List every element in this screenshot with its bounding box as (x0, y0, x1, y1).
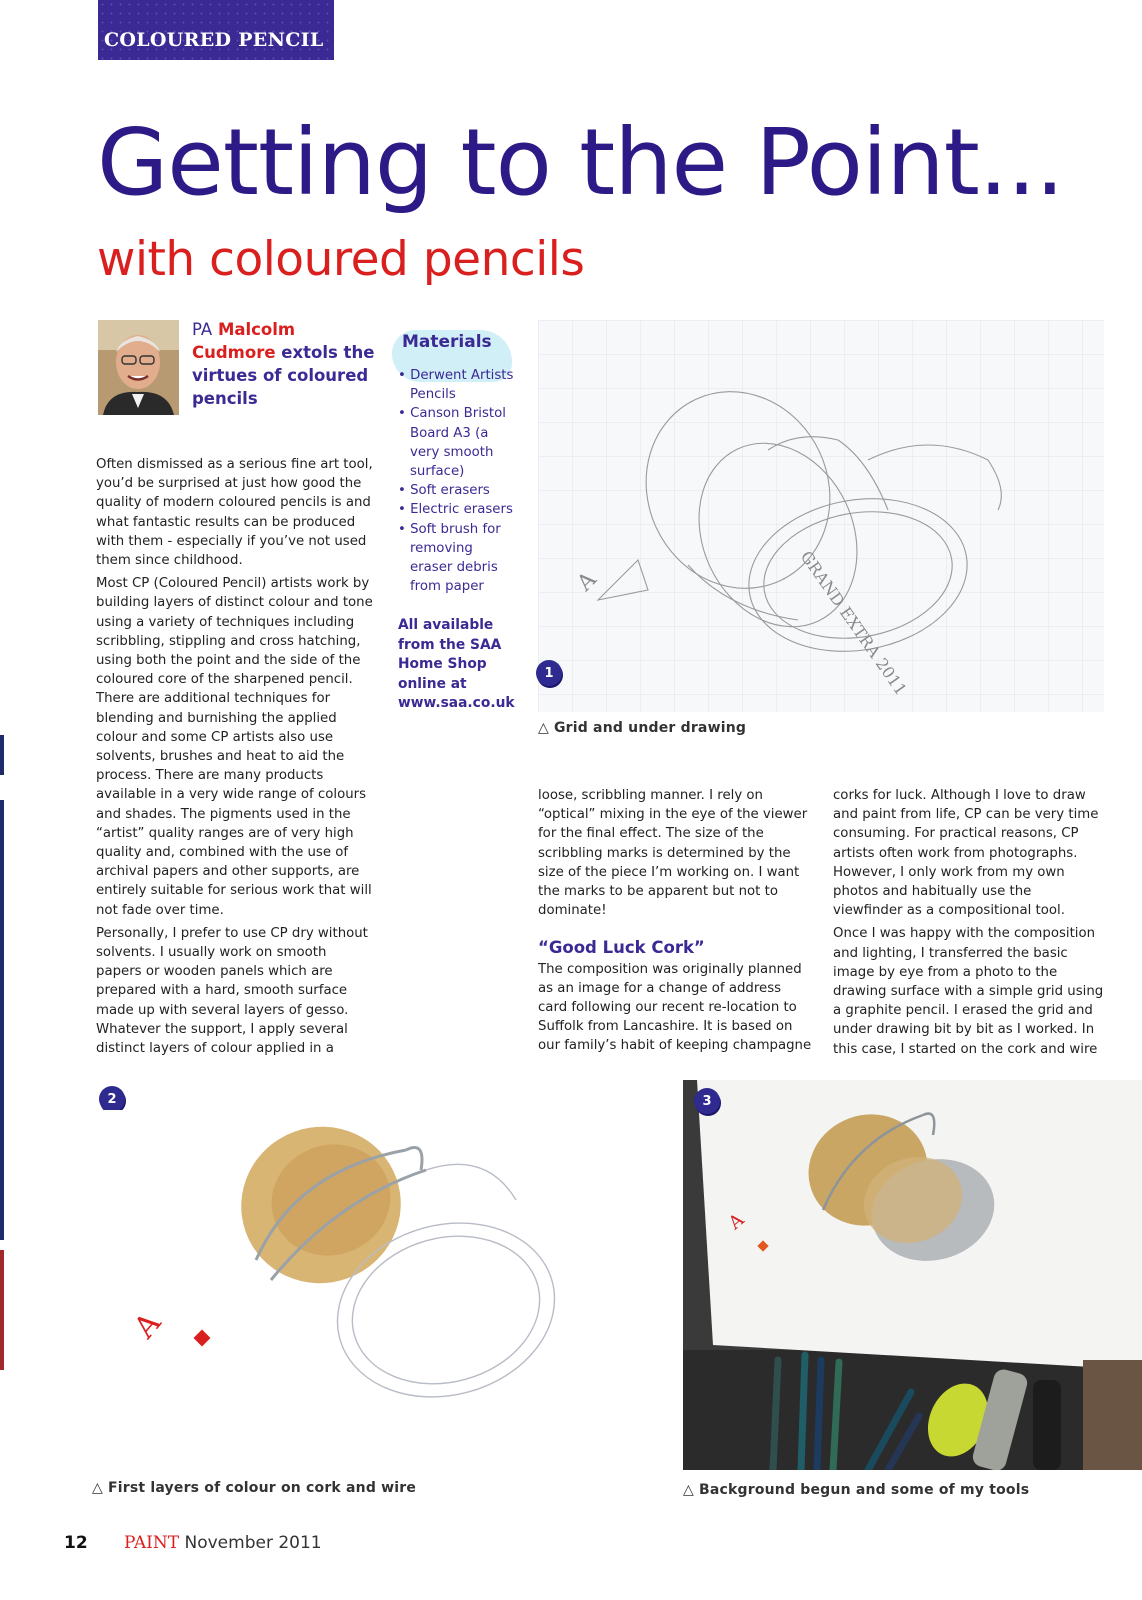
author-photo (98, 320, 179, 415)
byline-tagline: extols the virtues of coloured pencils (192, 343, 375, 408)
figure-3-caption (683, 1482, 1029, 1498)
coin-inscription: GRAND EXTRA 2011 (796, 547, 911, 699)
body-column-2 (538, 786, 814, 1060)
body-column-3 (833, 786, 1105, 1063)
magazine-brand: PAINT (124, 1533, 180, 1553)
figure-1-caption-text: Grid and under drawing (553, 720, 747, 736)
caption-marker: △ (538, 720, 549, 736)
materials-item: • Soft brush for removing eraser debris from paper (398, 520, 518, 597)
page-edge-mark (0, 1250, 4, 1370)
card-letter: A (127, 1306, 169, 1346)
byline-prefix: PA (192, 320, 213, 339)
figure-1-image (538, 320, 1104, 712)
paragraph: Personally, I prefer to use CP dry without solvents. I usually work on smooth papers or wooden panels which are prepared with a hard, smooth surface made up with several layers of gesso. Whatever the support, I apply several distinct layers of colour applied in a (96, 925, 368, 1057)
caption-marker: △ (683, 1482, 694, 1498)
figure-3-caption-text: Background begun and some of my tools (698, 1482, 1030, 1498)
figure-2-badge: 2 (99, 1086, 125, 1112)
paragraph: Often dismissed as a serious fine art tool, you’d be surprised at just how good the quality of modern coloured pencils is and what fantastic results can be produced with them - especially if you’ve not used them since childhood. (96, 457, 373, 569)
materials-item: • Canson Bristol Board A3 (a very smooth surface) (398, 404, 518, 481)
page-edge-mark (0, 735, 4, 775)
paragraph: Most CP (Coloured Pencil) artists work by building layers of distinct colour and tone using a variety of techniques including scribbling, stippling and cross hatching, using both the point and the side of the coloured core of the sharpened pencil. There are additional techniques for blending and burnishing the applied colour and some CP artists also use solvents, brushes and heat to aid the process. There are many products available in a very wide range of colours and shades. The pigments used in the “artist” quality ranges are of very high quality and, combined with the use of archival papers and other supports, are entirely suitable for serious work that will not fade over time. (96, 576, 373, 918)
section-tag (98, 0, 334, 60)
paragraph: corks for luck. Although I love to draw and paint from life, CP can be very time consuming. For practical reasons, CP artists often work from photographs. However, I only work from my own photos and habitually use the viewfinder as a compositional tool. (833, 788, 1099, 919)
card-letter: A (724, 1209, 749, 1234)
byline (192, 318, 377, 410)
subsection-heading: “Good Luck Cork” (538, 938, 705, 958)
body-column-1 (96, 455, 374, 1062)
figure-2-image (96, 1110, 616, 1470)
figure-3-image (683, 1080, 1142, 1470)
caption-marker: △ (92, 1480, 103, 1496)
figure-3-badge: 3 (694, 1088, 720, 1114)
paragraph: loose, scribbling manner. I rely on “optical” mixing in the eye of the viewer for the final effect. The size of the scribbling marks is determined by the size of the piece I’m working on. I want the marks to be apparent but not to dominate! (538, 788, 808, 919)
headline: Getting to the Point... (97, 109, 1064, 216)
materials-item: • Electric erasers (398, 500, 518, 519)
section-tag-label: COLOURED PENCIL (104, 29, 324, 51)
subheadline: with coloured pencils (97, 232, 585, 287)
materials-item: • Derwent Artists Pencils (398, 366, 518, 404)
figure-1-badge: 1 (536, 660, 562, 686)
figure-2-caption (92, 1480, 416, 1496)
figure-2-caption-text: First layers of colour on cork and wire (107, 1480, 417, 1496)
page-edge-mark (0, 800, 4, 1240)
materials-list (398, 366, 518, 596)
card-letter: A (572, 567, 602, 597)
paragraph: The composition was originally planned as an image for a change of address card following our recent re-location to Suffolk from Lancashire. It is based on our family’s habit of keeping champagne (538, 961, 812, 1054)
figure-1-caption (538, 720, 746, 736)
materials-sidebar (398, 325, 518, 714)
materials-item: • Soft erasers (398, 481, 518, 500)
availability-note: All available from the SAA Home Shop online at www.saa.co.uk (398, 617, 515, 712)
magazine-footer (124, 1533, 322, 1553)
paragraph: Once I was happy with the composition and lighting, I transferred the basic image by eye from a photo to the drawing surface with a simple grid using a graphite pencil. I erased the grid and under drawing bit by bit as I worked. In this case, I started on the cork and wire (833, 926, 1104, 1057)
materials-title: Materials (402, 332, 492, 352)
issue-date: November 2011 (184, 1533, 322, 1553)
page-number: 12 (64, 1533, 88, 1553)
author-name: Malcolm Cudmore (192, 320, 296, 362)
